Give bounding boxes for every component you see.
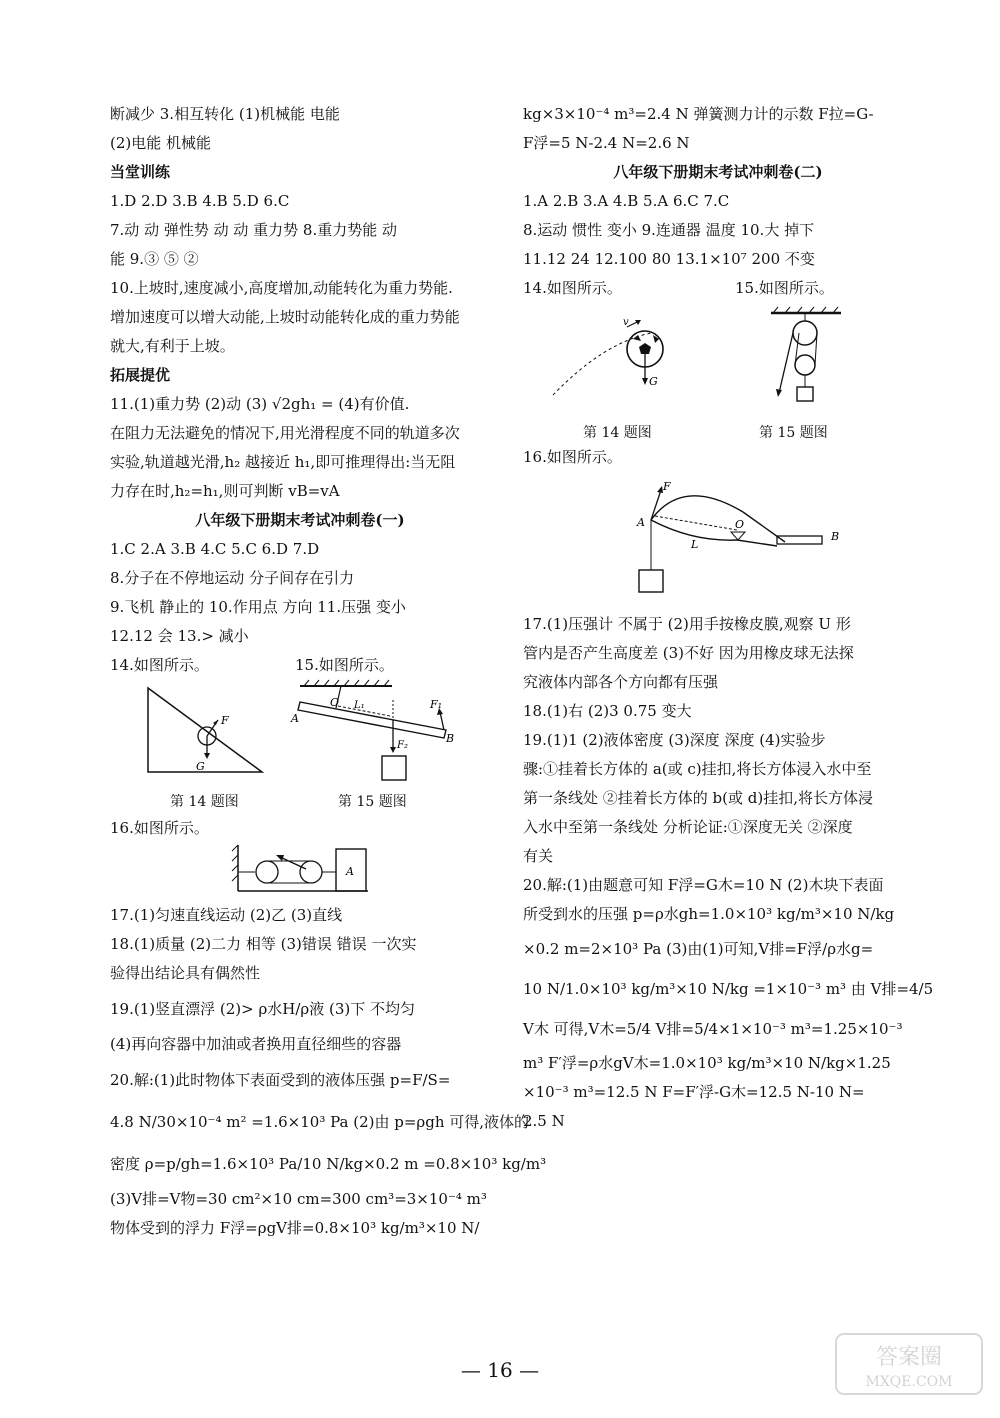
svg-text:v: v xyxy=(623,317,629,328)
figure-caption: 第 14 题图 xyxy=(583,425,652,441)
exam-section-title: 八年级下册期末考试冲刺卷(一) xyxy=(195,511,405,529)
answer-line: 10.上坡时,速度减小,高度增加,动能转化为重力势能. xyxy=(110,279,453,297)
right-column xyxy=(523,100,934,1136)
answer-line: 1.A 2.B 3.A 4.B 5.A 6.C 7.C xyxy=(523,192,730,210)
figure-16-lever xyxy=(523,472,913,610)
svg-text:F: F xyxy=(221,714,229,727)
answer-line: 究液体内部各个方向都有压强 xyxy=(523,673,719,691)
answer-line: V木 可得,V木=5/4 V排=5/4×1×10⁻³ m³=1.25×10⁻³ xyxy=(523,1020,903,1038)
answer-line: 断减少 3.相互转化 (1)机械能 电能 xyxy=(110,105,340,123)
answer-line: ×0.2 m=2×10³ Pa (3)由(1)可知,V排=F浮/ρ水g= xyxy=(523,940,874,958)
answer-line: 18.(1)右 (2)3 0.75 变大 xyxy=(523,702,692,720)
svg-text:G: G xyxy=(649,375,658,388)
svg-text:L: L xyxy=(691,538,699,551)
answer-line: 19.(1)竖直漂浮 (2)> ρ水H/ρ液 (3)下 不均匀 xyxy=(110,1000,416,1018)
answer-line: 11.12 24 12.100 80 13.1×10⁷ 200 不变 xyxy=(523,250,815,268)
answer-line: 1.C 2.A 3.B 4.C 5.C 6.D 7.D xyxy=(110,540,320,558)
answer-line: (4)再向容器中加油或者换用直径细些的容器 xyxy=(110,1035,402,1053)
svg-text:O: O xyxy=(330,696,340,709)
q14-label: 14.如图所示。 xyxy=(523,279,622,297)
answer-line: m³ F′浮=ρ水gV木=1.0×10³ kg/m³×10 N/kg×1.25 xyxy=(523,1054,891,1072)
belt-pulley-diagram xyxy=(110,843,490,899)
answer-line: 16.如图所示。 xyxy=(110,819,209,837)
svg-text:F₁: F₁ xyxy=(430,698,443,711)
svg-text:B: B xyxy=(831,530,840,543)
figure-caption: 第 14 题图 xyxy=(170,794,239,810)
svg-text:L₁: L₁ xyxy=(354,700,365,711)
svg-text:答案圈: 答案圈 xyxy=(875,1345,943,1370)
answer-line: F浮=5 N-2.4 N=2.6 N xyxy=(523,134,690,152)
answer-line: 管内是否产生高度差 (3)不好 因为用橡皮球无法探 xyxy=(523,644,854,662)
answer-line: 物体受到的浮力 F浮=ρgV排=0.8×10³ kg/m³×10 N/ xyxy=(110,1219,480,1237)
answer-line: 20.解:(1)由题意可知 F浮=G木=10 N (2)木块下表面 xyxy=(523,876,884,894)
watermark-logo xyxy=(834,1332,984,1400)
answer-line: 力存在时,h₂=h₁,则可判断 vB=vA xyxy=(110,482,340,500)
answer-line xyxy=(110,651,490,680)
svg-text:MXQE.COM: MXQE.COM xyxy=(865,1374,953,1390)
answer-line: 所受到水的压强 p=ρ水gh=1.0×10³ kg/m³×10 N/kg xyxy=(523,905,895,923)
answer-line: 第一条线处 ②挂着长方体的 b(或 d)挂扣,将长方体浸 xyxy=(523,789,873,807)
svg-text:G: G xyxy=(196,760,205,773)
svg-text:F: F xyxy=(663,480,671,493)
figure-caption: 第 15 题图 xyxy=(759,425,828,441)
answer-line: kg×3×10⁻⁴ m³=2.4 N 弹簧测力计的示数 F拉=G- xyxy=(523,105,874,123)
svg-text:O: O xyxy=(735,518,745,531)
answer-line: 验得出结论具有偶然性 xyxy=(110,964,261,982)
answer-line: 11.(1)重力势 (2)动 (3) √2gh₁ = (4)有价值. xyxy=(110,395,410,413)
answer-line: 在阻力无法避免的情况下,用光滑程度不同的轨道多次 xyxy=(110,424,460,442)
answer-line: 实验,轨道越光滑,h₂ 越接近 h₁,即可推理得出:当无阻 xyxy=(110,453,456,471)
figure-16-pulley-belt xyxy=(110,843,490,901)
answer-line: 就大,有利于上坡。 xyxy=(110,337,235,355)
figures-14-15 xyxy=(110,680,490,814)
answer-line: 8.运动 惯性 变小 9.连通器 温度 10.大 掉下 xyxy=(523,221,815,239)
answer-line: 增加速度可以增大动能,上坡时动能转化成的重力势能 xyxy=(110,308,460,326)
q14-label: 14.如图所示。 xyxy=(110,656,209,674)
answer-line: 能 9.③ ⑤ ② xyxy=(110,250,199,268)
watermark-icon xyxy=(834,1332,984,1396)
answer-line: 2.5 N xyxy=(523,1112,565,1130)
exam-section-title: 八年级下册期末考试冲刺卷(二) xyxy=(613,163,823,181)
svg-text:A: A xyxy=(346,865,354,878)
answer-line: 17.(1)匀速直线运动 (2)乙 (3)直线 xyxy=(110,906,343,924)
answer-line: 7.动 动 弹性势 动 动 重力势 8.重力势能 动 xyxy=(110,221,398,239)
section-heading: 当堂训练 xyxy=(110,163,171,181)
answer-line: 入水中至第一条线处 分析论证:①深度无关 ②深度 xyxy=(523,818,853,836)
svg-text:B: B xyxy=(446,732,455,745)
answer-line: 12.12 会 13.> 减小 xyxy=(110,627,249,645)
answer-line: 密度 ρ=p/gh=1.6×10³ Pa/10 N/kg×0.2 m =0.8×10³ kg/m³ xyxy=(110,1155,547,1173)
figure-caption: 第 15 题图 xyxy=(338,794,407,810)
svg-text:A: A xyxy=(291,712,299,725)
section-heading: 拓展提优 xyxy=(110,366,171,384)
answer-line: 17.(1)压强计 不属于 (2)用手按橡皮膜,观察 U 形 xyxy=(523,615,851,633)
q15-label: 15.如图所示。 xyxy=(735,279,834,297)
answer-line: 16.如图所示。 xyxy=(523,448,622,466)
figures-14-15-right xyxy=(523,303,913,443)
page-number: — 16 — xyxy=(460,1358,540,1382)
answer-line: 骤:①挂着长方体的 a(或 c)挂扣,将长方体浸入水中至 xyxy=(523,760,872,778)
incline-ball-diagram xyxy=(110,680,490,790)
lever-diagram xyxy=(523,472,913,608)
answer-line: 8.分子在不停地运动 分子间存在引力 xyxy=(110,569,355,587)
q15-label: 15.如图所示。 xyxy=(295,656,394,674)
answer-line: 1.D 2.D 3.B 4.B 5.D 6.C xyxy=(110,192,290,210)
answer-line: 19.(1)1 (2)液体密度 (3)深度 深度 (4)实验步 xyxy=(523,731,826,749)
svg-text:A: A xyxy=(637,516,645,529)
answer-line: 4.8 N/30×10⁻⁴ m² =1.6×10³ Pa (2)由 p=ρgh 可得,液体的 xyxy=(110,1113,530,1131)
answer-line xyxy=(523,274,913,303)
answer-line: 有关 xyxy=(523,847,554,865)
football-pulley-diagram xyxy=(523,303,913,419)
answer-line: (2)电能 机械能 xyxy=(110,134,212,152)
answer-line: 20.解:(1)此时物体下表面受到的液体压强 p=F/S= xyxy=(110,1071,451,1089)
answer-line: 9.飞机 静止的 10.作用点 方向 11.压强 变小 xyxy=(110,598,406,616)
answer-line: 18.(1)质量 (2)二力 相等 (3)错误 错误 一次实 xyxy=(110,935,417,953)
svg-text:F₂: F₂ xyxy=(397,740,408,751)
answer-line: ×10⁻³ m³=12.5 N F=F′浮-G木=12.5 N-10 N= xyxy=(523,1083,865,1101)
answer-line: (3)V排=V物=30 cm²×10 cm=300 cm³=3×10⁻⁴ m³ xyxy=(110,1190,487,1208)
answer-line: 10 N/1.0×10³ kg/m³×10 N/kg =1×10⁻³ m³ 由 V排=4/5 xyxy=(523,980,934,998)
